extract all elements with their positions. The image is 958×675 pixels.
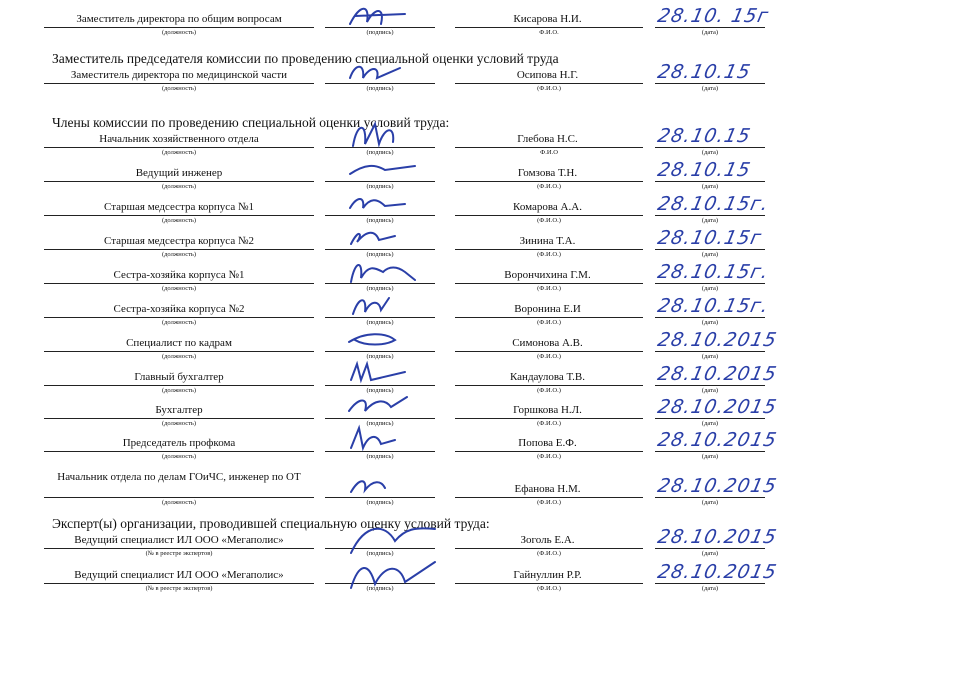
- date-caption: (дата): [701, 499, 719, 506]
- handwritten-date: 28.10.2015: [655, 475, 780, 497]
- position-caption: (должность): [161, 499, 197, 506]
- signature-caption: (подпись): [366, 285, 394, 292]
- position-label: Главный бухгалтер: [134, 371, 224, 383]
- date-line: [655, 351, 765, 352]
- position-label: Сестра-хозяйка корпуса №2: [113, 303, 245, 315]
- position-line: [44, 283, 314, 284]
- position-caption: (должность): [161, 217, 197, 224]
- position-caption: (должность): [161, 453, 197, 460]
- position-label: Старшая медсестра корпуса №2: [104, 235, 254, 247]
- handwritten-date: 28.10.2015: [655, 561, 780, 583]
- date-line: [655, 451, 765, 452]
- position-line: [44, 317, 314, 318]
- position-label: Бухгалтер: [155, 404, 203, 416]
- position-caption: (должность): [161, 387, 197, 394]
- handwritten-date: 28.10.15г.: [655, 193, 771, 215]
- date-caption: (дата): [701, 285, 719, 292]
- signature-caption: (подпись): [366, 319, 394, 326]
- position-line: [44, 351, 314, 352]
- date-line: [655, 317, 765, 318]
- position-line: [44, 418, 314, 419]
- position-caption: (должность): [161, 85, 197, 92]
- handwritten-date: 28.10.15: [655, 125, 753, 147]
- name-line: [455, 385, 643, 386]
- date-line: [655, 418, 765, 419]
- handwritten-date: 28.10.15: [655, 61, 753, 83]
- name-caption: Ф.И.О.: [539, 29, 559, 36]
- position-label: Заместитель директора по общим вопросам: [76, 13, 282, 25]
- position-caption: (должность): [161, 29, 197, 36]
- handwritten-date: 28.10.15г: [655, 227, 764, 249]
- full-name: Гомзова Т.Н.: [517, 167, 578, 179]
- date-line: [655, 181, 765, 182]
- date-caption: (дата): [701, 420, 719, 427]
- name-line: [455, 418, 643, 419]
- name-line: [455, 27, 643, 28]
- name-caption: (Ф.И.О.): [537, 420, 561, 427]
- handwritten-date: 28.10.2015: [655, 363, 780, 385]
- name-caption: (Ф.И.О.): [537, 217, 561, 224]
- handwritten-date: 28.10.2015: [655, 429, 780, 451]
- position-line: [44, 27, 314, 28]
- full-name: Ефанова Н.М.: [514, 483, 581, 495]
- date-line: [655, 548, 765, 549]
- full-name: Кисарова Н.И.: [513, 13, 582, 25]
- heading-deputy-chair: Заместитель председателя комиссии по проведению специальной оценки условий труда: [52, 51, 559, 66]
- position-caption: (№ в реестре экспертов): [145, 585, 213, 592]
- name-line: [455, 147, 643, 148]
- name-caption: (Ф.И.О.): [537, 353, 561, 360]
- date-line: [655, 147, 765, 148]
- name-caption: (Ф.И.О.): [537, 550, 561, 557]
- date-caption: (дата): [701, 585, 719, 592]
- signature-caption: (подпись): [366, 499, 394, 506]
- heading-experts: Эксперт(ы) организации, проводившей специальную оценку условий труда:: [52, 516, 490, 531]
- name-caption: (Ф.И.О.): [537, 285, 561, 292]
- date-caption: (дата): [701, 453, 719, 460]
- position-caption: (должность): [161, 420, 197, 427]
- date-line: [655, 249, 765, 250]
- name-caption: (Ф.И.О.): [537, 387, 561, 394]
- position-line: [44, 385, 314, 386]
- name-line: [455, 548, 643, 549]
- position-label: Ведущий специалист ИЛ ООО «Мегаполис»: [74, 534, 284, 546]
- full-name: Попова Е.Ф.: [518, 437, 577, 449]
- signature-caption: (подпись): [366, 149, 394, 156]
- full-name: Воронина Е.И: [514, 303, 581, 315]
- position-line: [44, 147, 314, 148]
- position-line: [44, 497, 314, 498]
- full-name: Симонова А.В.: [512, 337, 583, 349]
- position-label: Старшая медсестра корпуса №1: [104, 201, 254, 213]
- handwritten-date: 28.10.2015: [655, 329, 780, 351]
- date-caption: (дата): [701, 149, 719, 156]
- position-label: Начальник хозяйственного отдела: [99, 133, 259, 145]
- date-line: [655, 385, 765, 386]
- position-line: [44, 83, 314, 84]
- date-line: [655, 215, 765, 216]
- name-line: [455, 83, 643, 84]
- date-caption: (дата): [701, 217, 719, 224]
- date-caption: (дата): [701, 251, 719, 258]
- name-line: [455, 249, 643, 250]
- date-line: [655, 27, 765, 28]
- name-caption: (Ф.И.О.): [537, 85, 561, 92]
- position-caption: (должность): [161, 183, 197, 190]
- full-name: Кандаулова Т.В.: [509, 371, 586, 383]
- signature-caption: (подпись): [366, 217, 394, 224]
- full-name: Осипова Н.Г.: [516, 69, 579, 81]
- heading-members: Члены комиссии по проведению специальной оценки условий труда:: [52, 115, 450, 130]
- signature-caption: (подпись): [366, 453, 394, 460]
- position-caption: (должность): [161, 353, 197, 360]
- signature-caption: (подпись): [366, 251, 394, 258]
- signature-caption: (подпись): [366, 353, 394, 360]
- full-name: Комарова А.А.: [513, 201, 582, 213]
- handwritten-date: 28.10. 15г: [655, 5, 771, 27]
- name-line: [455, 317, 643, 318]
- date-line: [655, 583, 765, 584]
- position-caption: (должность): [161, 319, 197, 326]
- full-name: Глебова Н.С.: [517, 133, 578, 145]
- date-line: [655, 497, 765, 498]
- name-line: [455, 181, 643, 182]
- handwritten-date: 28.10.2015: [655, 396, 780, 418]
- position-label: Председатель профкома: [122, 437, 236, 449]
- name-line: [455, 583, 643, 584]
- full-name: Горшкова Н.Л.: [513, 404, 582, 416]
- date-caption: (дата): [701, 550, 719, 557]
- handwritten-date: 28.10.15г.: [655, 261, 771, 283]
- name-line: [455, 451, 643, 452]
- date-line: [655, 83, 765, 84]
- name-caption: (Ф.И.О.): [537, 183, 561, 190]
- name-line: [455, 497, 643, 498]
- position-caption: (должность): [161, 285, 197, 292]
- name-caption: Ф.И.О: [540, 149, 558, 156]
- name-line: [455, 351, 643, 352]
- position-label: Начальник отдела по делам ГОиЧС, инженер по ОТ: [57, 471, 301, 483]
- date-caption: (дата): [701, 387, 719, 394]
- position-label: Специалист по кадрам: [126, 337, 232, 349]
- name-line: [455, 215, 643, 216]
- position-caption: (должность): [161, 149, 197, 156]
- name-caption: (Ф.И.О.): [537, 319, 561, 326]
- date-caption: (дата): [701, 183, 719, 190]
- name-line: [455, 283, 643, 284]
- position-line: [44, 548, 314, 549]
- signature-caption: (подпись): [366, 585, 394, 592]
- position-line: [44, 583, 314, 584]
- signature-caption: (подпись): [366, 85, 394, 92]
- name-caption: (Ф.И.О.): [537, 251, 561, 258]
- name-caption: (Ф.И.О.): [537, 453, 561, 460]
- position-line: [44, 249, 314, 250]
- position-caption: (№ в реестре экспертов): [145, 550, 213, 557]
- date-caption: (дата): [701, 29, 719, 36]
- position-line: [44, 215, 314, 216]
- date-line: [655, 283, 765, 284]
- position-line: [44, 451, 314, 452]
- handwritten-date: 28.10.2015: [655, 526, 780, 548]
- signature-caption: (подпись): [366, 29, 394, 36]
- signature-caption: (подпись): [366, 387, 394, 394]
- signature-caption: (подпись): [366, 183, 394, 190]
- position-label: Ведущий специалист ИЛ ООО «Мегаполис»: [74, 569, 284, 581]
- position-label: Заместитель директора по медицинской части: [70, 69, 288, 81]
- name-caption: (Ф.И.О.): [537, 499, 561, 506]
- full-name: Гайнуллин Р.Р.: [513, 569, 582, 581]
- position-caption: (должность): [161, 251, 197, 258]
- date-caption: (дата): [701, 353, 719, 360]
- position-line: [44, 181, 314, 182]
- full-name: Ворончихина Г.М.: [504, 269, 591, 281]
- date-caption: (дата): [701, 319, 719, 326]
- signature-caption: (подпись): [366, 550, 394, 557]
- signature-caption: (подпись): [366, 420, 394, 427]
- date-caption: (дата): [701, 85, 719, 92]
- full-name: Зоголь Е.А.: [520, 534, 575, 546]
- position-label: Ведущий инженер: [135, 167, 223, 179]
- name-caption: (Ф.И.О.): [537, 585, 561, 592]
- handwritten-date: 28.10.15: [655, 159, 753, 181]
- full-name: Зинина Т.А.: [519, 235, 576, 247]
- handwritten-date: 28.10.15г.: [655, 295, 771, 317]
- position-label: Сестра-хозяйка корпуса №1: [113, 269, 245, 281]
